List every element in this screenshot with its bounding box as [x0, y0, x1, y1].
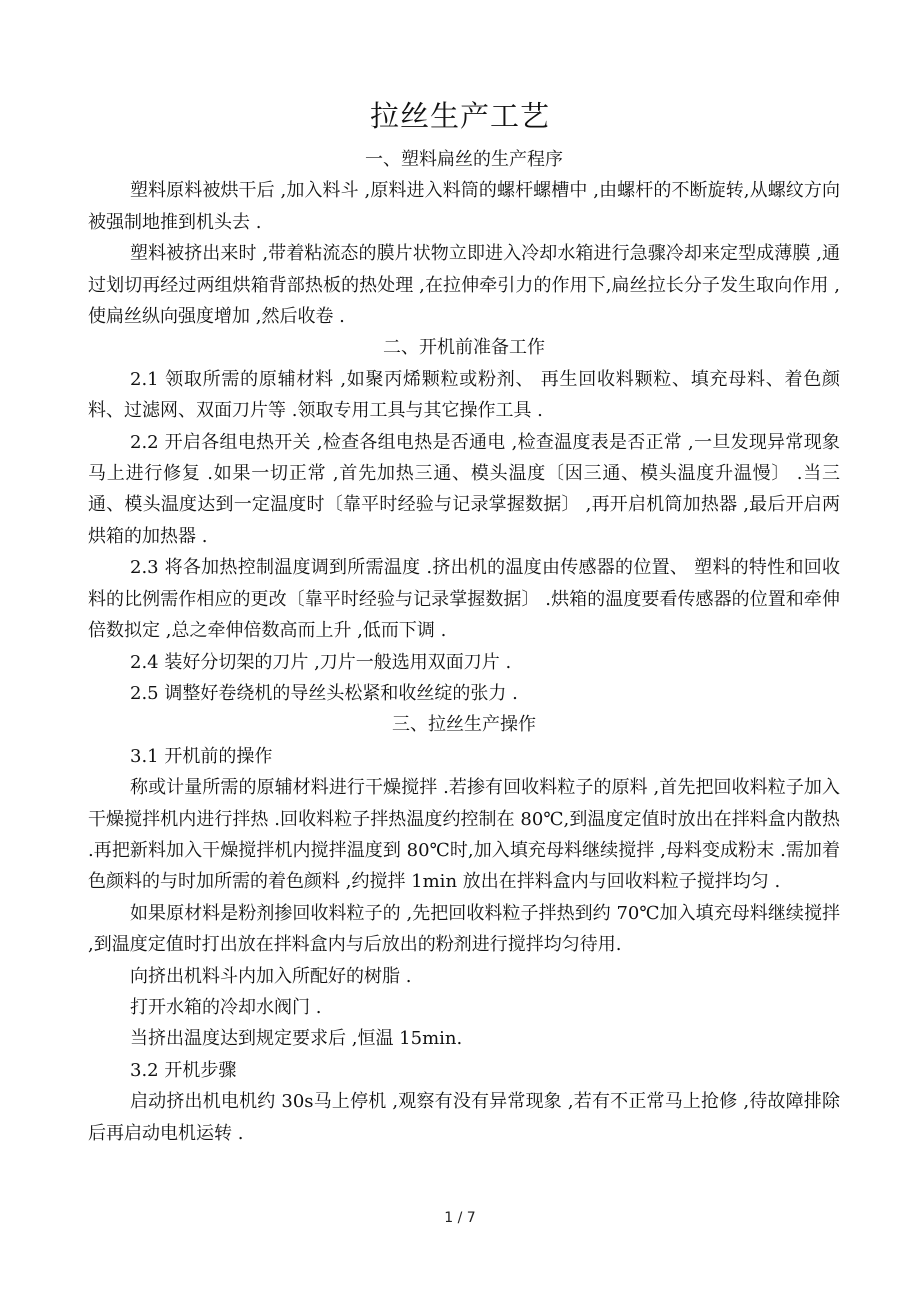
subsection-heading: 3.2 开机步骤	[130, 1059, 237, 1081]
document-body	[88, 144, 840, 1149]
body-paragraph: 当挤出温度达到规定要求后 ,恒温 15min.	[130, 1028, 463, 1050]
body-paragraph: 2.2 开启各组电热开关 ,检查各组电热是否通电 ,检查温度表是否正常 ,一旦发现异常现象马上进行修复 .如果一切正常 ,首先加热三通、模头温度〔因三通、模头温度升温慢〕 .当三通、模头温度达到一定温度时〔靠平时经验与记录掌握数据〕 ,再开启机筒加热器 ,最后开启两烘箱的加热器 .	[88, 431, 840, 547]
body-paragraph: 打开水箱的冷却水阀门 .	[130, 996, 322, 1018]
body-paragraph: 2.4 装好分切架的刀片 ,刀片一般选用双面刀片 .	[130, 651, 512, 673]
body-paragraph: 如果原材料是粉剂掺回收料粒子的 ,先把回收料粒子拌热到约 70℃加入填充母料继续搅拌 ,到温度定值时打出放在拌料盒内与后放出的粉剂进行搅拌均匀待用.	[88, 902, 840, 956]
subsection-heading: 3.1 开机前的操作	[130, 745, 273, 767]
body-paragraph: 塑料被挤出来时 ,带着粘流态的膜片状物立即进入冷却水箱进行急骤冷却来定型成薄膜 ,通过划切再经过两组烘箱背部热板的热处理 ,在拉伸牵引力的作用下,扁丝拉长分子发生取向作用 ,使扁丝纵向强度增加 ,然后收卷 .	[88, 243, 840, 328]
section-heading: 一、塑料扁丝的生产程序	[365, 149, 563, 170]
section-heading: 三、拉丝生产操作	[392, 714, 536, 736]
body-paragraph: 2.3 将各加热控制温度调到所需温度 .挤出机的温度由传感器的位置、 塑料的特性和回收料的比例需作相应的更改〔靠平时经验与记录掌握数据〕 .烘箱的温度要看传感器的位置和牵伸倍数拟定 ,总之牵伸倍数高而上升 ,低而下调 .	[88, 557, 840, 642]
body-paragraph: 向挤出机料斗内加入所配好的树脂 .	[130, 965, 412, 987]
body-paragraph: 启动挤出机电机约 30s马上停机 ,观察有没有异常现象 ,若有不正常马上抢修 ,待故障排除后再启动电机运转 .	[88, 1091, 840, 1144]
body-paragraph: 2.1 领取所需的原辅材料 ,如聚丙烯颗粒或粉剂、 再生回收料颗粒、填充母料、着色颜料、过滤网、双面刀片等 .领取专用工具与其它操作工具 .	[88, 368, 840, 422]
page-number: 1 / 7	[444, 1210, 476, 1226]
document-title: 拉丝生产工艺	[369, 99, 550, 133]
body-paragraph: 塑料原料被烘干后 ,加入料斗 ,原料进入料筒的螺杆螺槽中 ,由螺杆的不断旋转,从螺纹方向被强制地推到机头去 .	[88, 180, 840, 233]
body-paragraph: 称或计量所需的原辅材料进行干燥搅拌 .若掺有回收料粒子的原料 ,首先把回收料粒子加入干燥搅拌机内进行拌热 .回收料粒子拌热温度约控制在 80℃,到温度定值时放出在拌料盒内散热 .再把新料加入干燥搅拌机内搅拌温度到 80℃时,加入填充母料继续搅拌 ,母料变成粉末 .需加着色颜料的与时加所需的着色颜料 ,约搅拌 1min 放出在拌料盒内与回收料粒子搅拌均匀 .	[88, 777, 840, 893]
body-paragraph: 2.5 调整好卷绕机的导丝头松紧和收丝绽的张力 .	[130, 682, 518, 704]
section-heading: 二、开机前准备工作	[383, 337, 545, 359]
